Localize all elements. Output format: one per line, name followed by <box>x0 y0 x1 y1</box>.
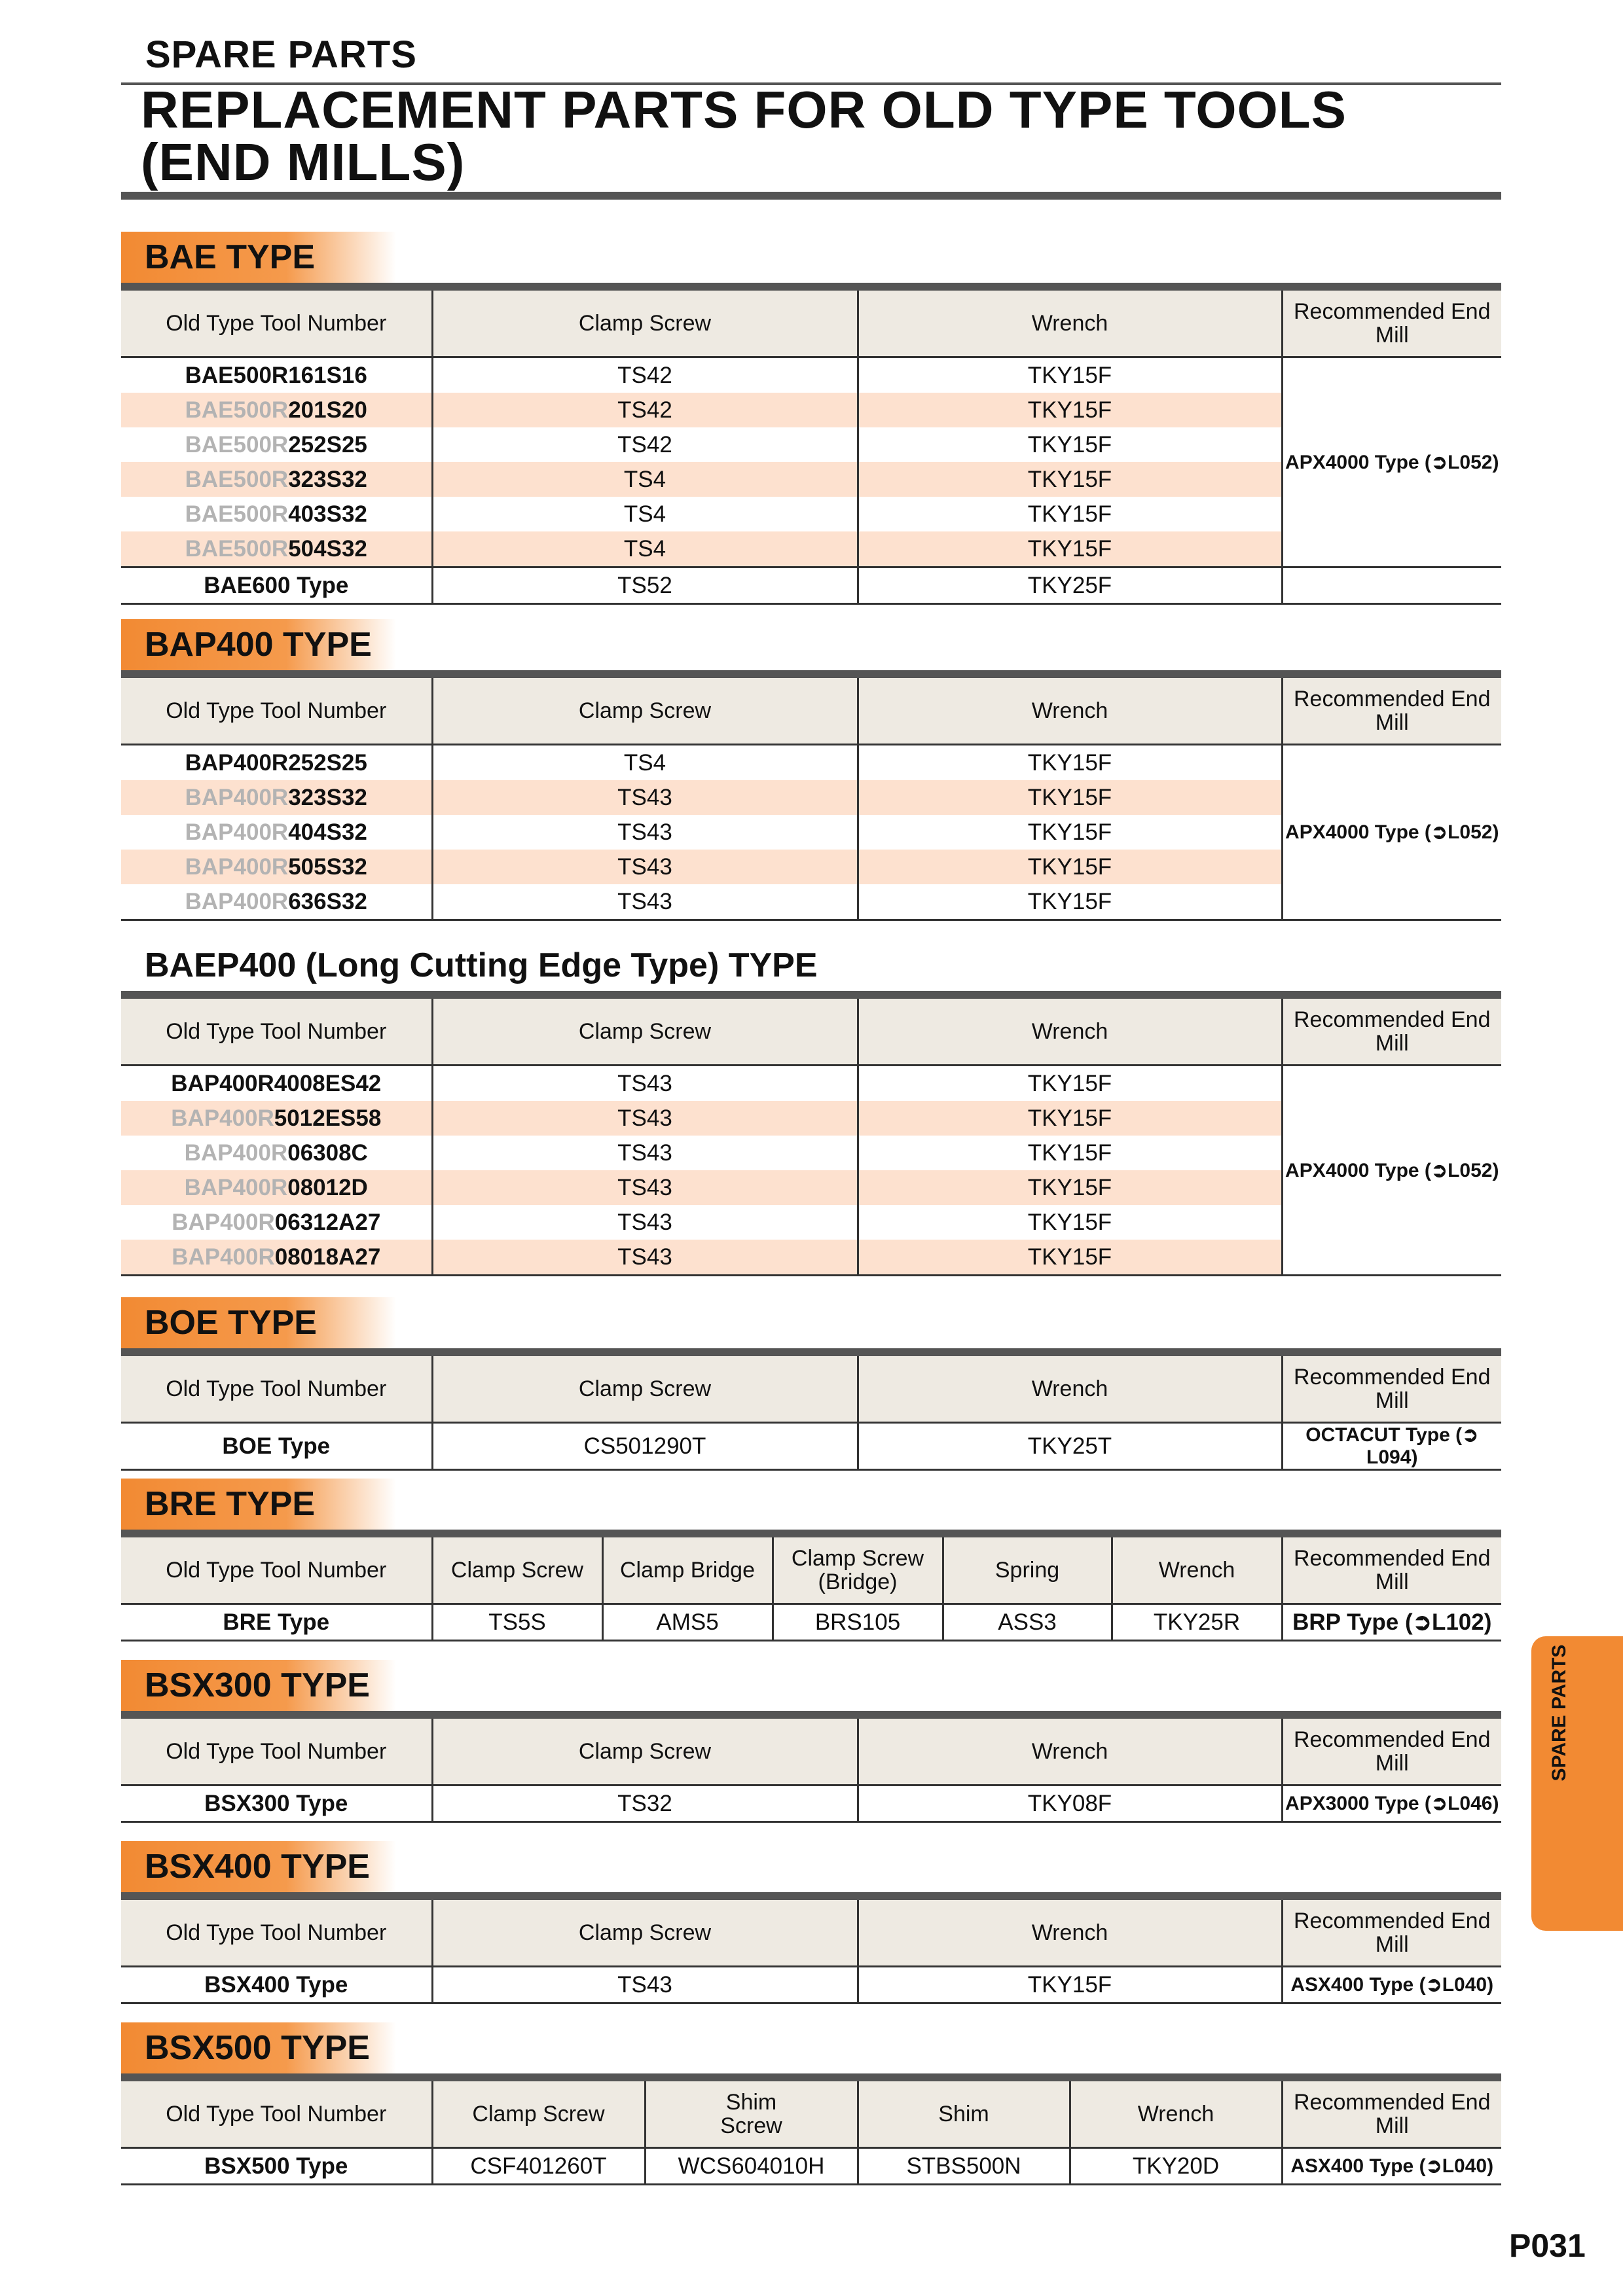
parts-table <box>121 1356 1501 1471</box>
clamp-screw: TS43 <box>432 884 858 920</box>
section-title: BSX300 TYPE <box>145 1666 370 1704</box>
section-rule <box>121 283 1501 291</box>
col-header-clamp-screw-bridge: Clamp Screw (Bridge) <box>773 1537 943 1604</box>
col-header-clamp-screw: Clamp Screw <box>432 999 858 1066</box>
section-boe <box>121 1297 1501 1471</box>
tool-number: BAP400R323S32 <box>121 780 432 815</box>
section-label: SPARE PARTS <box>145 33 417 76</box>
section-bap400 <box>121 619 1501 921</box>
tool-number: BRE Type <box>121 1604 432 1641</box>
col-header-tool: Old Type Tool Number <box>121 999 432 1066</box>
page-title <box>141 81 1503 191</box>
tool-number: BAE500R161S16 <box>185 362 367 388</box>
clamp-screw: TS43 <box>432 1136 858 1170</box>
section-bae <box>121 232 1501 605</box>
table-row <box>121 1604 1501 1641</box>
col-header-shim: Shim <box>858 2081 1070 2148</box>
clamp-screw: TS5S <box>432 1604 602 1641</box>
tool-number: BAE600 Type <box>121 567 432 604</box>
table-row <box>121 745 1501 781</box>
section-rule <box>121 1711 1501 1719</box>
wrench: TKY25T <box>858 1423 1282 1470</box>
circle-arrow-right-icon: ➲ <box>1431 821 1448 843</box>
table-row <box>121 357 1501 393</box>
wrench: TKY15F <box>858 393 1282 427</box>
tool-number: BAP400R636S32 <box>121 884 432 920</box>
col-header-wrench: Wrench <box>858 1719 1282 1785</box>
circle-arrow-right-icon: ➲ <box>1431 1159 1448 1181</box>
col-header-recommended: Recommended End Mill <box>1282 678 1501 745</box>
tool-number: BSX400 Type <box>121 1967 432 2003</box>
col-header-shim-screw: Shim Screw <box>645 2081 858 2148</box>
table-header-row <box>121 678 1501 745</box>
header-rule <box>121 192 1501 200</box>
clamp-screw: TS43 <box>432 1066 858 1102</box>
side-index-label: SPARE PARTS <box>1548 1644 1570 1782</box>
wrench: TKY15F <box>858 850 1282 884</box>
clamp-screw: TS42 <box>432 427 858 462</box>
tool-number: BAE500R403S32 <box>185 501 367 527</box>
col-header-clamp-screw: Clamp Screw <box>432 1537 602 1604</box>
section-title-bar <box>121 232 1501 283</box>
tool-number: BAP400R06308C <box>184 1139 368 1166</box>
wrench: TKY15F <box>858 357 1282 393</box>
section-title-bar <box>121 1841 1501 1892</box>
tool-number: BAP400R06312A27 <box>172 1209 381 1235</box>
wrench: TKY15F <box>858 531 1282 567</box>
wrench: TKY15F <box>858 745 1282 781</box>
table-row <box>121 2148 1501 2185</box>
parts-table <box>121 291 1501 605</box>
section-bsx500 <box>121 2022 1501 2185</box>
col-header-recommended: Recommended End Mill <box>1282 2081 1501 2148</box>
tool-number: BAE500R201S20 <box>121 393 432 427</box>
col-header-wrench: Wrench <box>858 1356 1282 1423</box>
col-header-recommended: Recommended End Mill <box>1282 1719 1501 1785</box>
clamp-screw: TS43 <box>432 1170 858 1205</box>
table-row <box>121 567 1501 604</box>
clamp-screw: CSF401260T <box>432 2148 645 2185</box>
clamp-screw: TS4 <box>432 497 858 531</box>
clamp-screw: TS43 <box>432 780 858 815</box>
section-rule <box>121 2073 1501 2081</box>
recommended-end-mill-empty <box>1282 567 1501 604</box>
col-header-recommended: Recommended End Mill <box>1282 999 1501 1066</box>
wrench: TKY15F <box>858 1101 1282 1136</box>
shim: STBS500N <box>858 2148 1070 2185</box>
section-title-bar <box>121 619 1501 670</box>
clamp-screw: TS43 <box>432 1101 858 1136</box>
table-row <box>121 1785 1501 1822</box>
tool-number: BAE500R504S32 <box>121 531 432 567</box>
page-title-line1: REPLACEMENT PARTS FOR OLD TYPE TOOLS <box>141 81 1347 139</box>
col-header-tool: Old Type Tool Number <box>121 1356 432 1423</box>
section-bre <box>121 1479 1501 1641</box>
col-header-tool: Old Type Tool Number <box>121 1537 432 1604</box>
section-rule <box>121 1348 1501 1356</box>
wrench: TKY15F <box>858 1240 1282 1276</box>
clamp-screw: TS43 <box>432 1240 858 1276</box>
clamp-screw: TS43 <box>432 1967 858 2003</box>
tool-number: BAP400R08018A27 <box>121 1240 432 1276</box>
wrench: TKY15F <box>858 815 1282 850</box>
recommended-end-mill: ASX400 Type (➲L040) <box>1282 2148 1501 2185</box>
tool-number: BAE500R323S32 <box>121 462 432 497</box>
tool-number: BOE Type <box>121 1423 432 1470</box>
col-header-tool: Old Type Tool Number <box>121 2081 432 2148</box>
clamp-screw: TS43 <box>432 1205 858 1240</box>
recommended-end-mill: APX4000 Type (➲L052) <box>1282 357 1501 567</box>
col-header-clamp-screw: Clamp Screw <box>432 1356 858 1423</box>
table-header-row <box>121 1900 1501 1967</box>
parts-table <box>121 1900 1501 2004</box>
circle-arrow-right-icon: ➲ <box>1431 451 1448 473</box>
parts-table <box>121 1719 1501 1823</box>
wrench: TKY20D <box>1070 2148 1282 2185</box>
section-baep400 <box>121 940 1501 1276</box>
clamp-screw: TS42 <box>432 393 858 427</box>
table-header-row <box>121 1356 1501 1423</box>
section-rule <box>121 670 1501 678</box>
section-title-bar <box>121 1297 1501 1348</box>
tool-number: BAP400R505S32 <box>121 850 432 884</box>
col-header-clamp-screw: Clamp Screw <box>432 2081 645 2148</box>
col-header-wrench: Wrench <box>858 678 1282 745</box>
col-header-recommended: Recommended End Mill <box>1282 1900 1501 1967</box>
circle-arrow-right-icon: ➲ <box>1462 1424 1479 1446</box>
col-header-wrench: Wrench <box>1112 1537 1282 1604</box>
section-rule <box>121 1892 1501 1900</box>
wrench: TKY15F <box>858 462 1282 497</box>
recommended-end-mill: OCTACUT Type (➲L094) <box>1282 1423 1501 1470</box>
clamp-screw: TS42 <box>432 357 858 393</box>
parts-table <box>121 2081 1501 2185</box>
table-header-row <box>121 1537 1501 1604</box>
col-header-tool: Old Type Tool Number <box>121 291 432 357</box>
table-row <box>121 1967 1501 2003</box>
section-title: BAEP400 (Long Cutting Edge Type) TYPE <box>145 946 818 984</box>
tool-number: BAE500R252S25 <box>185 431 367 457</box>
section-title: BAE TYPE <box>145 238 316 276</box>
clamp-screw: TS4 <box>432 745 858 781</box>
table-header-row <box>121 291 1501 357</box>
clamp-screw: TS4 <box>432 462 858 497</box>
table-header-row <box>121 2081 1501 2148</box>
clamp-screw: TS43 <box>432 850 858 884</box>
section-title: BOE TYPE <box>145 1304 317 1342</box>
section-title-bar <box>121 940 1501 991</box>
parts-table <box>121 1537 1501 1641</box>
col-header-clamp-screw: Clamp Screw <box>432 291 858 357</box>
wrench: TKY08F <box>858 1785 1282 1822</box>
clamp-screw-bridge: BRS105 <box>773 1604 943 1641</box>
circle-arrow-right-icon: ➲ <box>1425 2155 1442 2177</box>
parts-table <box>121 678 1501 921</box>
table-header-row <box>121 1719 1501 1785</box>
clamp-bridge: AMS5 <box>602 1604 773 1641</box>
col-header-recommended: Recommended End Mill <box>1282 1537 1501 1604</box>
clamp-screw: CS501290T <box>432 1423 858 1470</box>
wrench: TKY25F <box>858 567 1282 604</box>
shim-screw: WCS604010H <box>645 2148 858 2185</box>
circle-arrow-right-icon: ➲ <box>1425 1974 1442 1996</box>
circle-arrow-right-icon: ➲ <box>1431 1793 1448 1814</box>
recommended-end-mill: BRP Type (➲L102) <box>1282 1604 1501 1641</box>
section-title: BRE TYPE <box>145 1485 316 1523</box>
tool-number: BSX500 Type <box>121 2148 432 2185</box>
tool-number: BSX300 Type <box>121 1785 432 1822</box>
wrench: TKY15F <box>858 884 1282 920</box>
tool-number: BAP400R5012ES58 <box>121 1101 432 1136</box>
col-header-spring: Spring <box>943 1537 1112 1604</box>
wrench: TKY15F <box>858 1205 1282 1240</box>
col-header-clamp-screw: Clamp Screw <box>432 1719 858 1785</box>
table-row <box>121 1423 1501 1470</box>
section-title: BSX400 TYPE <box>145 1848 370 1886</box>
wrench: TKY15F <box>858 1967 1282 2003</box>
wrench: TKY15F <box>858 1136 1282 1170</box>
tool-number: BAP400R252S25 <box>185 749 367 776</box>
recommended-end-mill: APX4000 Type (➲L052) <box>1282 745 1501 920</box>
recommended-end-mill: APX3000 Type (➲L046) <box>1282 1785 1501 1822</box>
tool-number: BAP400R4008ES42 <box>171 1070 382 1096</box>
table-row <box>121 1066 1501 1102</box>
recommended-end-mill: ASX400 Type (➲L040) <box>1282 1967 1501 2003</box>
col-header-wrench: Wrench <box>858 291 1282 357</box>
col-header-recommended: Recommended End Mill <box>1282 291 1501 357</box>
clamp-screw: TS4 <box>432 531 858 567</box>
col-header-wrench: Wrench <box>1070 2081 1282 2148</box>
page-number: P031 <box>1509 2227 1586 2264</box>
clamp-screw: TS32 <box>432 1785 858 1822</box>
col-header-clamp-screw: Clamp Screw <box>432 1900 858 1967</box>
wrench: TKY15F <box>858 497 1282 531</box>
section-bsx300 <box>121 1660 1501 1823</box>
section-rule <box>121 991 1501 999</box>
wrench: TKY15F <box>858 1066 1282 1102</box>
section-bsx400 <box>121 1841 1501 2004</box>
col-header-tool: Old Type Tool Number <box>121 1719 432 1785</box>
section-rule <box>121 1530 1501 1537</box>
section-title: BAP400 TYPE <box>145 626 372 664</box>
wrench: TKY25R <box>1112 1604 1282 1641</box>
page-title-line2: (END MILLS) <box>141 133 465 191</box>
col-header-clamp-screw: Clamp Screw <box>432 678 858 745</box>
parts-table <box>121 999 1501 1276</box>
col-header-wrench: Wrench <box>858 999 1282 1066</box>
section-title: BSX500 TYPE <box>145 2029 370 2067</box>
section-title-bar <box>121 2022 1501 2073</box>
clamp-screw: TS43 <box>432 815 858 850</box>
table-header-row <box>121 999 1501 1066</box>
section-title-bar <box>121 1479 1501 1530</box>
col-header-recommended: Recommended End Mill <box>1282 1356 1501 1423</box>
tool-number: BAP400R404S32 <box>185 819 367 845</box>
col-header-wrench: Wrench <box>858 1900 1282 1967</box>
wrench: TKY15F <box>858 780 1282 815</box>
col-header-clamp-bridge: Clamp Bridge <box>602 1537 773 1604</box>
wrench: TKY15F <box>858 1170 1282 1205</box>
circle-arrow-right-icon: ➲ <box>1412 1609 1432 1635</box>
spring: ASS3 <box>943 1604 1112 1641</box>
wrench: TKY15F <box>858 427 1282 462</box>
section-title-bar <box>121 1660 1501 1711</box>
tool-number: BAP400R08012D <box>121 1170 432 1205</box>
clamp-screw: TS52 <box>432 567 858 604</box>
col-header-tool: Old Type Tool Number <box>121 1900 432 1967</box>
recommended-end-mill: APX4000 Type (➲L052) <box>1282 1066 1501 1276</box>
col-header-tool: Old Type Tool Number <box>121 678 432 745</box>
